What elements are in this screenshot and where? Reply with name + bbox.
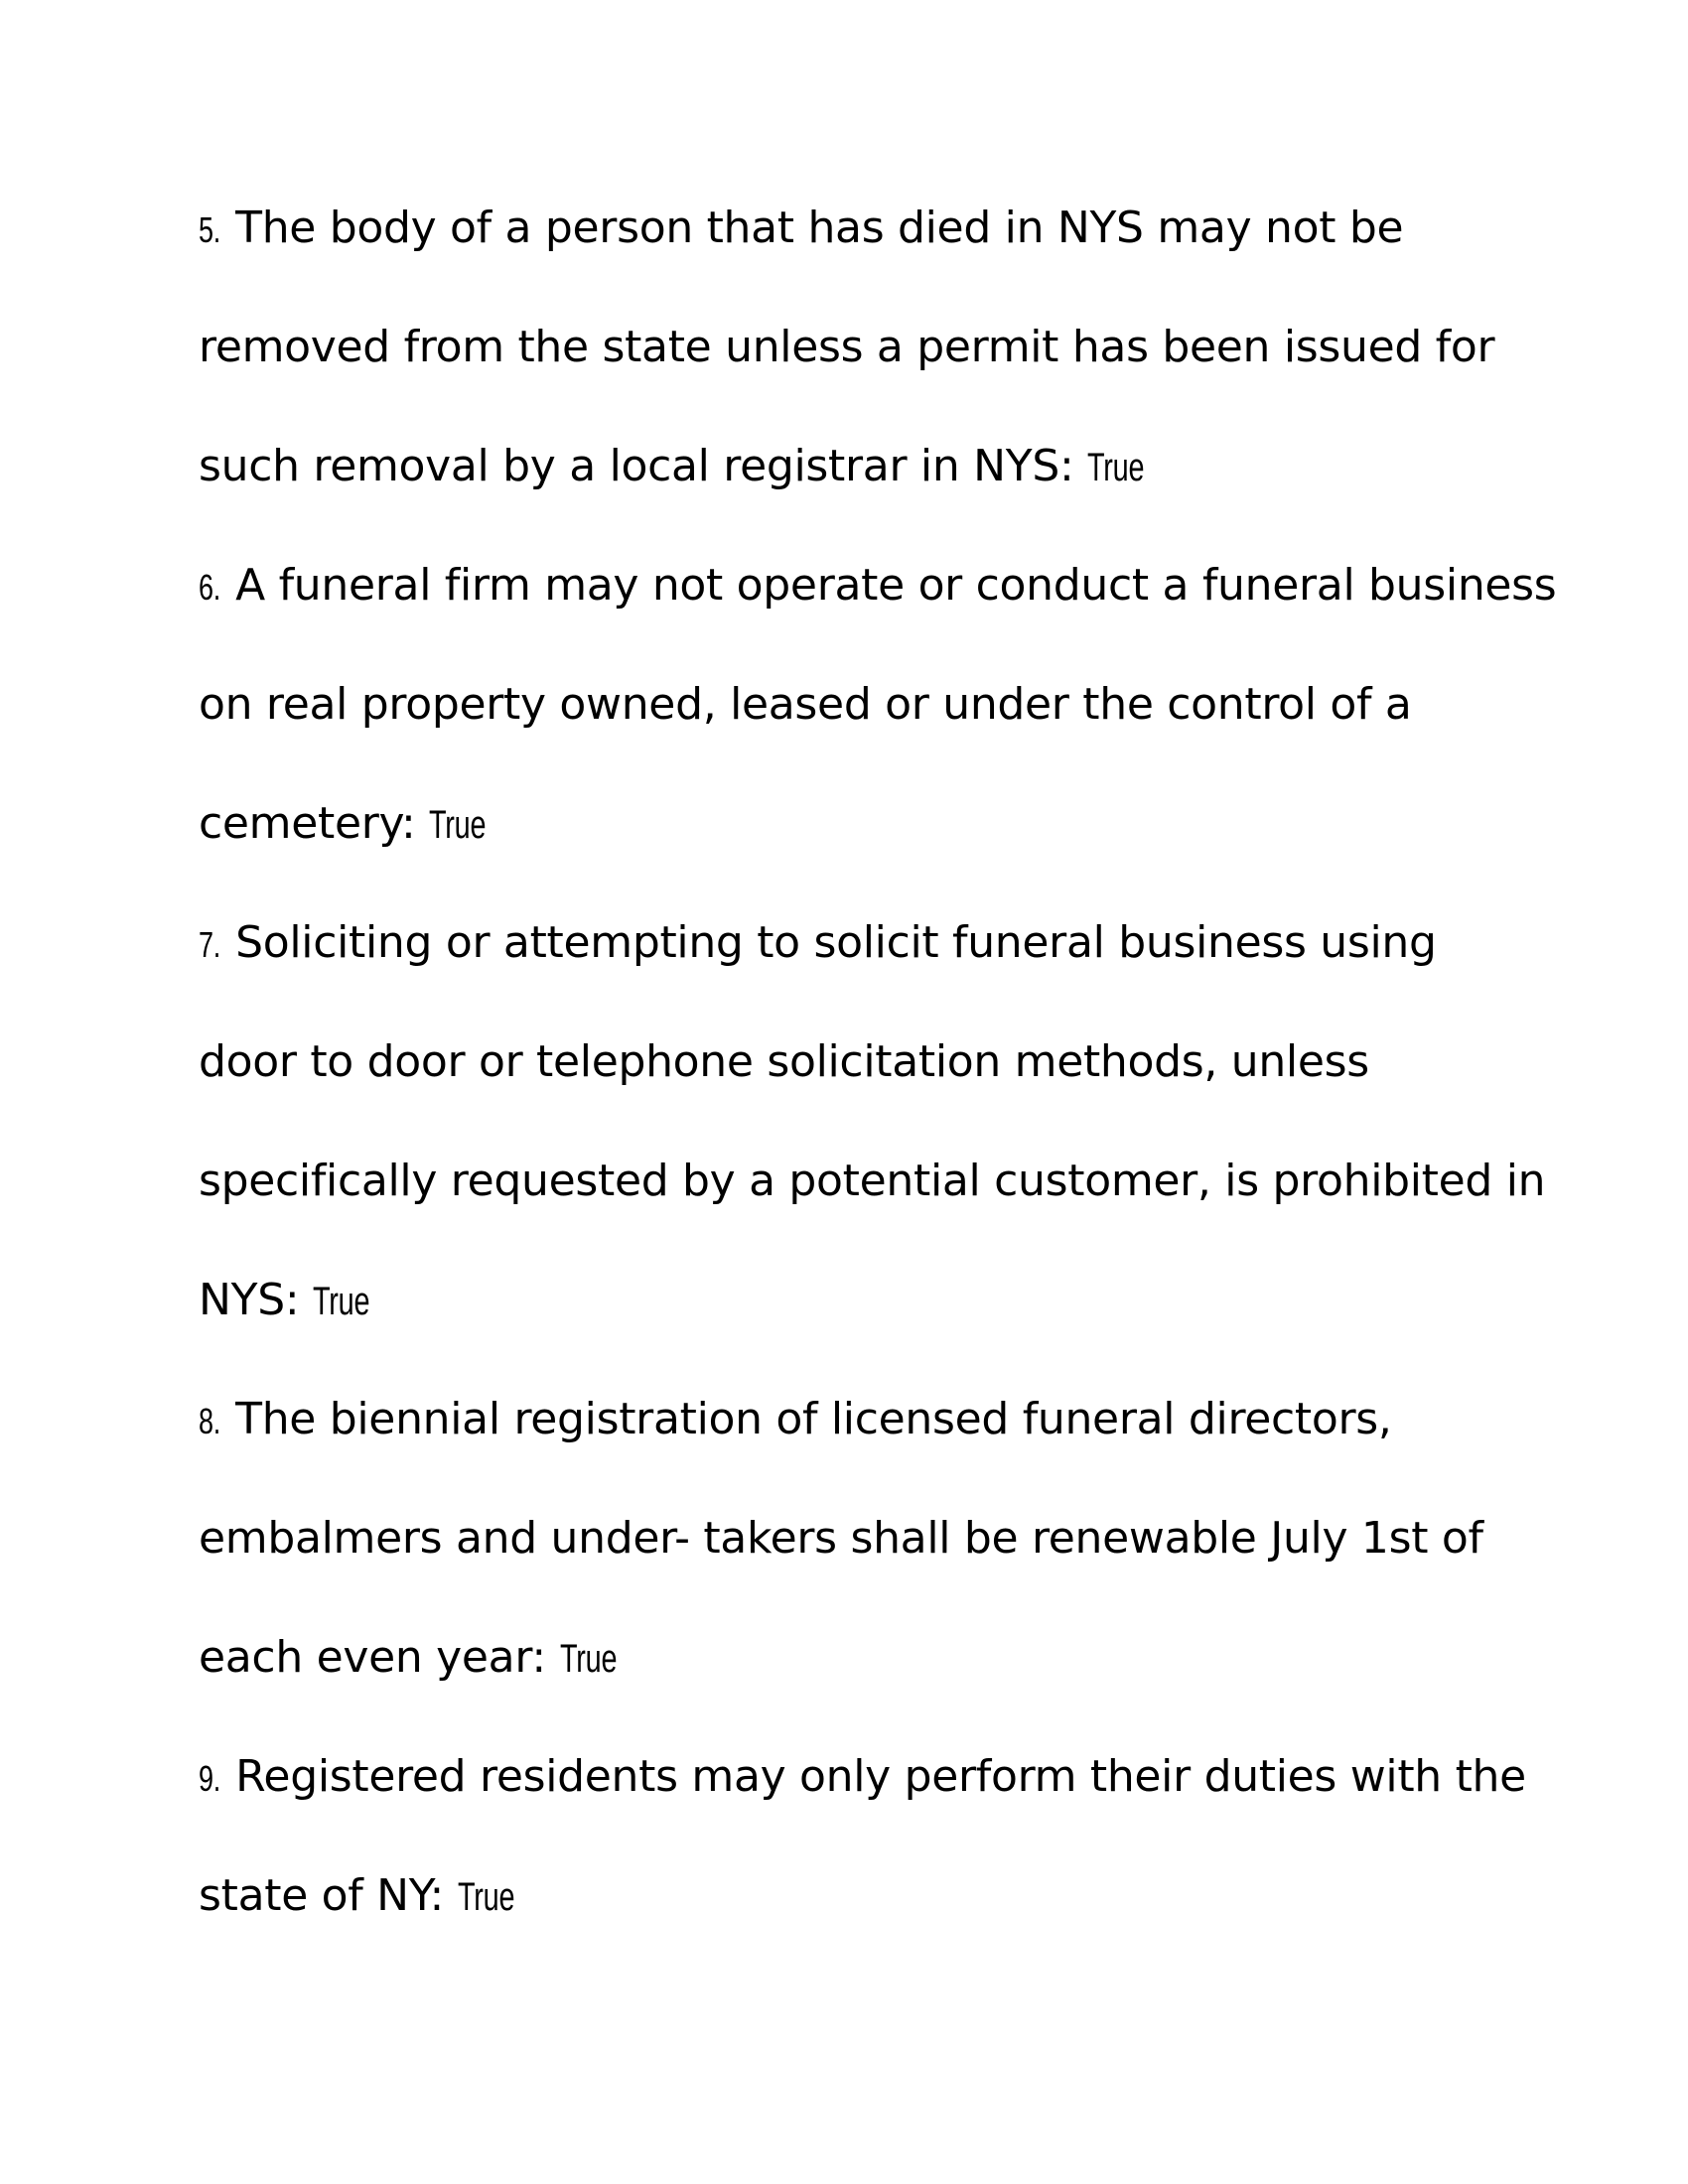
answer-text: True [313,1280,370,1323]
answer-text: True [559,1637,617,1681]
question-text: embalmers and under- takers shall be renewable July 1st of [199,1513,1483,1564]
question-8-line-2 [199,1509,1509,1569]
question-7-line-1 [199,913,1509,975]
question-text: cemetery: [199,798,416,849]
question-5-line-2 [199,318,1509,377]
question-6-line-2 [199,675,1509,735]
answer-text: True [1087,446,1145,489]
answer-text: True [429,803,487,847]
question-5-line-3 [199,437,1509,497]
question-8-line-3 [199,1628,1509,1689]
question-6-line-3 [199,794,1509,855]
question-text: such removal by a local registrar in NYS: [199,441,1074,491]
question-9-line-2 [199,1866,1509,1927]
question-text: each even year: [199,1632,546,1683]
question-text: The body of a person that has died in NYS may not be [235,203,1404,253]
question-number: 6. [199,567,221,608]
question-number: 5. [199,209,221,250]
question-9-line-1 [199,1747,1526,1809]
question-text: door to door or telephone solicitation methods, unless [199,1036,1369,1087]
question-text: removed from the state unless a permit has been issued for [199,322,1495,372]
question-6-line-1 [199,556,1557,617]
question-text: NYS: [199,1275,300,1325]
question-number: 8. [199,1401,221,1441]
question-text: Soliciting or attempting to solicit funeral business using [235,917,1437,968]
question-text: The biennial registration of licensed funeral directors, [235,1394,1392,1444]
question-text: specifically requested by a potential customer, is prohibited in [199,1156,1546,1206]
question-7-line-4 [199,1271,1509,1331]
question-text: on real property owned, leased or under the control of a [199,679,1412,730]
question-5-line-1 [199,199,1509,260]
question-number: 9. [199,1758,221,1799]
question-text: Registered residents may only perform their duties with the [235,1751,1526,1802]
answer-text: True [457,1875,514,1919]
question-text: A funeral firm may not operate or conduct a funeral business [235,560,1557,611]
question-number: 7. [199,924,221,965]
question-7-line-3 [199,1152,1546,1211]
question-8-line-1 [199,1390,1509,1451]
question-text: state of NY: [199,1870,445,1921]
question-7-line-2 [199,1032,1509,1092]
